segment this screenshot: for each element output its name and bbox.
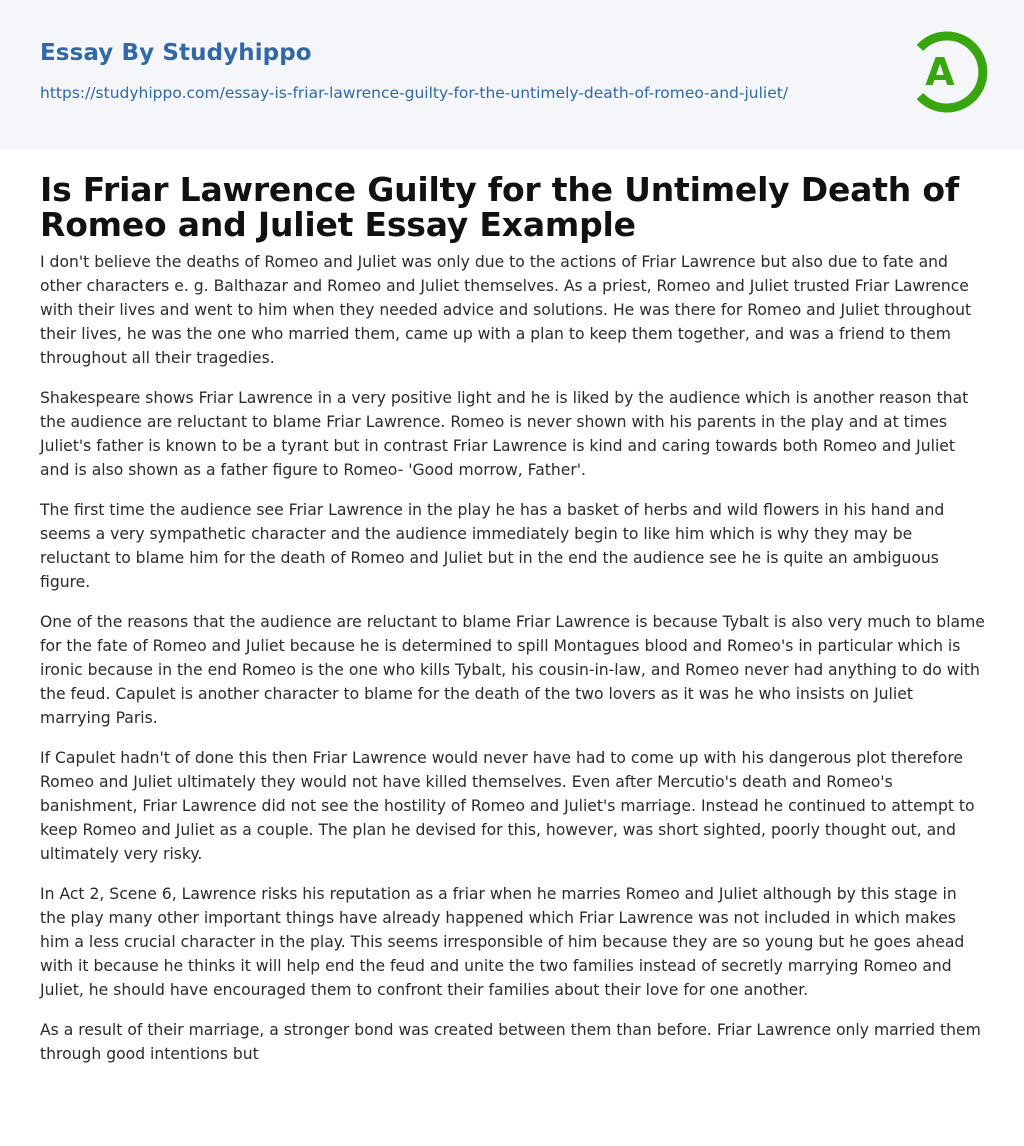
article-content [40,172,986,1082]
essay-paragraph: I don't believe the deaths of Romeo and Juliet was only due to the actions of Friar Lawrence but also due to fate and other characters e. g. Balthazar and Romeo and Juliet themselves. As a priest, Romeo and Juliet trusted Friar Lawrence with their lives and went to him when they needed advice and solutions. He was there for Romeo and Juliet throughout their lives, he was the one who married them, came up with a plan to keep them together, and was a friend to them throughout all their tragedies. [40,253,972,367]
essay-paragraph: The first time the audience see Friar Lawrence in the play he has a basket of herbs and wild flowers in his hand and seems a very sympathetic character and the audience immediately begin to like him which is why they may be reluctant to blame him for the death of Romeo and Juliet but in the end the audience see he is quite an ambiguous figure. [40,501,945,591]
logo-letter: A [925,50,955,94]
studyhippo-logo-icon[interactable] [906,28,990,116]
essay-paragraph: As a result of their marriage, a stronger bond was created between them than before. Friar Lawrence only married them through good intentions but [40,1021,981,1063]
essay-paragraph: If Capulet hadn't of done this then Friar Lawrence would never have had to come up with his dangerous plot therefore Romeo and Juliet ultimately they would not have killed themselves. Even after Mercutio's death and Romeo's banishment, Friar Lawrence did not see the hostility of Romeo and Juliet's marriage. Instead he continued to attempt to keep Romeo and Juliet as a couple. The plan he devised for this, however, was short sighted, poorly thought out, and ultimately very risky. [40,749,975,863]
essay-paragraph: In Act 2, Scene 6, Lawrence risks his reputation as a friar when he marries Romeo and Juliet although by this stage in the play many other important things have already happened which Friar Lawrence was not included in which makes him a less crucial character in the play. This seems irresponsible of him because they are so young but he goes ahead with it because he thinks it will help end the feud and unite the two families instead of secretly marrying Romeo and Juliet, he should have encouraged them to confront their families about their love for one another. [40,885,965,999]
essay-title: Is Friar Lawrence Guilty for the Untimely Death of Romeo and Juliet Essay Example [40,170,960,244]
essay-url-link[interactable]: https://studyhippo.com/essay-is-friar-lawrence-guilty-for-the-untimely-death-of-romeo-and-juliet/ [40,84,789,102]
site-brand[interactable]: Essay By Studyhippo [40,40,312,66]
essay-paragraph: One of the reasons that the audience are reluctant to blame Friar Lawrence is because Tybalt is also very much to blame for the fate of Romeo and Juliet because he is determined to spill Montagues blood and Romeo's in particular which is ironic because in the end Romeo is the one who kills Tybalt, his cousin-in-law, and Romeo never had anything to do with the feud. Capulet is another character to blame for the death of the two lovers as it was he who insists on Juliet marrying Paris. [40,613,985,727]
site-header [0,0,1024,150]
essay-paragraph: Shakespeare shows Friar Lawrence in a very positive light and he is liked by the audience which is another reason that the audience are reluctant to blame Friar Lawrence. Romeo is never shown with his parents in the play and at times Juliet's father is known to be a tyrant but in contrast Friar Lawrence is kind and caring towards both Romeo and Juliet and is also shown as a father figure to Romeo- 'Good morrow, Father'. [40,389,969,479]
